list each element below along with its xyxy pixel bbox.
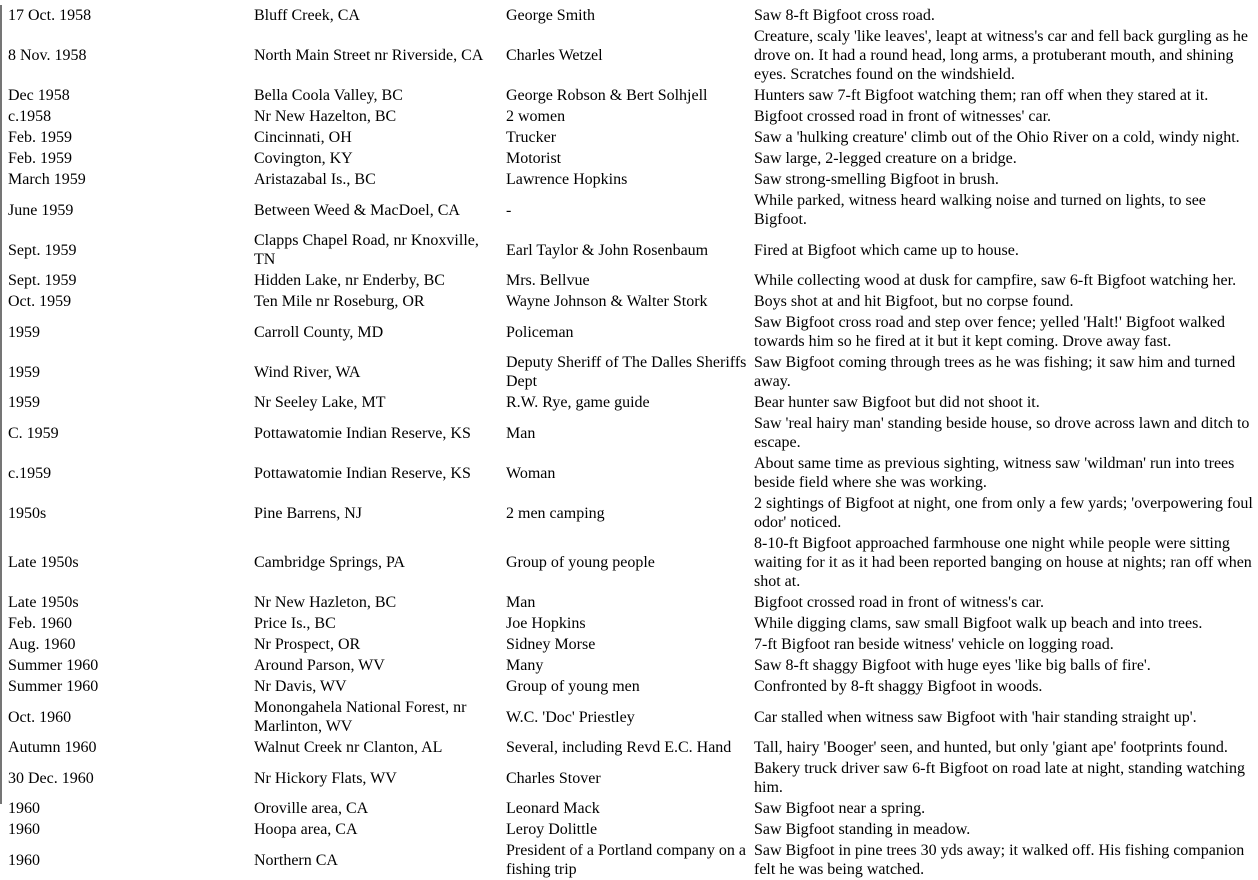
cell-description: Bear hunter saw Bigfoot but did not shoot it. (754, 394, 1040, 411)
table-row (2, 5, 1258, 26)
table-row (2, 413, 1258, 453)
cell-witness: Many (506, 657, 544, 674)
cell-witness: 2 men camping (506, 504, 605, 522)
cell-description: Hunters saw 7-ft Bigfoot watching them; ran off when they stared at it. (754, 87, 1209, 104)
table-row (2, 26, 1258, 85)
cell-date: Aug. 1960 (8, 636, 76, 653)
cell-location: Oroville area, CA (254, 800, 369, 817)
cell-witness: W.C. 'Doc' Priestley (506, 708, 635, 726)
cell-date: Late 1950s (8, 594, 79, 611)
cell-description: Saw Bigfoot in pine trees 30 yds away; it walked off. His fishing companion felt he was being watched. (754, 842, 1245, 878)
cell-description: Confronted by 8-ft shaggy Bigfoot in woods. (754, 678, 1043, 695)
table-body (2, 5, 1258, 880)
cell-witness: Group of young men (506, 678, 640, 695)
cell-location: Price Is., BC (254, 615, 336, 632)
cell-witness: Wayne Johnson & Walter Stork (506, 293, 708, 310)
cell-description: 2 sightings of Bigfoot at night, one from only a few yards; 'overpowering foul odor' noticed. (754, 495, 1253, 531)
cell-description: About same time as previous sighting, witness saw 'wildman' run into trees beside field where she was working. (754, 455, 1235, 491)
cell-date: 30 Dec. 1960 (8, 769, 94, 787)
cell-location: Cincinnati, OH (254, 129, 352, 146)
cell-description: Bigfoot crossed road in front of witness's car. (754, 594, 1044, 611)
table-row (2, 127, 1258, 148)
table-row (2, 655, 1258, 676)
cell-witness: Trucker (506, 129, 557, 146)
cell-description: Tall, hairy 'Booger' seen, and hunted, but only 'giant ape' footprints found. (754, 739, 1228, 756)
bigfoot-sightings-table (2, 5, 1258, 880)
cell-description: Saw Bigfoot standing in meadow. (754, 821, 971, 838)
sightings-page (0, 5, 1258, 878)
cell-location: Nr Prospect, OR (254, 636, 361, 653)
cell-witness: Man (506, 424, 536, 442)
cell-witness: Charles Stover (506, 769, 601, 787)
table-row (2, 148, 1258, 169)
cell-date: 1950s (8, 504, 47, 522)
cell-description: While digging clams, saw small Bigfoot walk up beach and into trees. (754, 615, 1203, 632)
cell-date: Feb. 1959 (8, 129, 72, 146)
cell-location: Monongahela National Forest, nr Marlinton, WV (254, 699, 467, 735)
cell-date: 1959 (8, 363, 40, 381)
cell-witness: - (506, 201, 512, 219)
table-row (2, 270, 1258, 291)
cell-date: Feb. 1959 (8, 150, 72, 167)
cell-witness: R.W. Rye, game guide (506, 394, 650, 411)
cell-date: Summer 1960 (8, 678, 99, 695)
cell-description: Saw 'real hairy man' standing beside house, so drove across lawn and ditch to escape. (754, 415, 1250, 451)
cell-date: c.1959 (8, 464, 52, 482)
table-row (2, 453, 1258, 493)
cell-date: Oct. 1959 (8, 293, 72, 310)
cell-description: Bigfoot crossed road in front of witnesses' car. (754, 108, 1052, 125)
table-row (2, 230, 1258, 270)
cell-date: March 1959 (8, 171, 86, 188)
cell-witness: Man (506, 594, 536, 611)
table-row (2, 169, 1258, 190)
cell-date: C. 1959 (8, 424, 59, 442)
cell-location: Nr Seeley Lake, MT (254, 394, 386, 411)
table-row (2, 106, 1258, 127)
table-row (2, 737, 1258, 758)
cell-location: North Main Street nr Riverside, CA (254, 47, 484, 64)
cell-location: Pine Barrens, NJ (254, 504, 362, 522)
cell-description: Fired at Bigfoot which came up to house. (754, 241, 1019, 259)
cell-witness: Woman (506, 464, 556, 482)
cell-description: Car stalled when witness saw Bigfoot with 'hair standing straight up'. (754, 708, 1197, 726)
cell-witness: Leroy Dolittle (506, 821, 598, 838)
cell-witness: George Smith (506, 7, 596, 24)
cell-location: Pottawatomie Indian Reserve, KS (254, 464, 471, 482)
cell-location: Carroll County, MD (254, 323, 384, 341)
cell-description: Creature, scaly 'like leaves', leapt at witness's car and fell back gurgling as he drove on. It had a round head, long arms, a protuberant mouth, and shining eyes. Scratches found on the windshield. (754, 28, 1248, 83)
cell-witness: Leonard Mack (506, 800, 600, 817)
table-row (2, 634, 1258, 655)
cell-date: Sept. 1959 (8, 241, 77, 259)
cell-witness: Earl Taylor & John Rosenbaum (506, 241, 709, 259)
table-row (2, 697, 1258, 737)
cell-witness: Lawrence Hopkins (506, 171, 628, 188)
cell-date: 1960 (8, 821, 40, 838)
cell-location: Nr Hickory Flats, WV (254, 769, 397, 787)
cell-witness: Group of young people (506, 554, 655, 571)
cell-date: 8 Nov. 1958 (8, 47, 87, 64)
table-row (2, 533, 1258, 592)
table-row (2, 85, 1258, 106)
cell-date: 1959 (8, 323, 40, 341)
cell-date: Dec 1958 (8, 87, 70, 104)
cell-description: Bakery truck driver saw 6-ft Bigfoot on road late at night, standing watching him. (754, 760, 1245, 796)
table-row (2, 190, 1258, 230)
cell-location: Bluff Creek, CA (254, 7, 360, 24)
cell-location: Aristazabal Is., BC (254, 171, 376, 188)
cell-description: Saw Bigfoot coming through trees as he was fishing; it saw him and turned away. (754, 354, 1236, 390)
cell-description: While parked, witness heard walking noise and turned on lights, to see Bigfoot. (754, 192, 1206, 228)
cell-description: Saw Bigfoot cross road and step over fence; yelled 'Halt!' Bigfoot walked towards him so he fired at it but it kept coming. Drove away fast. (754, 314, 1225, 350)
cell-location: Nr Davis, WV (254, 678, 347, 695)
cell-description: Saw Bigfoot near a spring. (754, 800, 926, 817)
cell-witness: Mrs. Bellvue (506, 272, 590, 289)
cell-witness: George Robson & Bert Solhjell (506, 87, 708, 104)
table-row (2, 840, 1258, 880)
cell-description: Saw 8-ft Bigfoot cross road. (754, 7, 935, 24)
cell-witness: 2 women (506, 108, 566, 125)
cell-date: 1960 (8, 851, 40, 869)
table-row (2, 493, 1258, 533)
table-row (2, 291, 1258, 312)
left-border-line (0, 5, 2, 804)
cell-description: Boys shot at and hit Bigfoot, but no corpse found. (754, 293, 1074, 310)
cell-description: Saw 8-ft shaggy Bigfoot with huge eyes 'like big balls of fire'. (754, 657, 1151, 674)
table-row (2, 676, 1258, 697)
cell-location: Covington, KY (254, 150, 353, 167)
cell-witness: President of a Portland company on a fishing trip (506, 842, 746, 878)
cell-location: Nr New Hazleton, BC (254, 594, 397, 611)
cell-date: 1960 (8, 800, 40, 817)
cell-description: Saw large, 2-legged creature on a bridge. (754, 150, 1017, 167)
table-row (2, 613, 1258, 634)
cell-date: 1959 (8, 394, 40, 411)
cell-location: Bella Coola Valley, BC (254, 87, 403, 104)
cell-description: Saw a 'hulking creature' climb out of the Ohio River on a cold, windy night. (754, 129, 1240, 146)
table-row (2, 392, 1258, 413)
cell-witness: Deputy Sheriff of The Dalles Sheriffs Dept (506, 354, 747, 390)
cell-description: Saw strong-smelling Bigfoot in brush. (754, 171, 999, 188)
cell-witness: Several, including Revd E.C. Hand (506, 739, 732, 756)
table-row (2, 758, 1258, 798)
cell-description: While collecting wood at dusk for campfire, saw 6-ft Bigfoot watching her. (754, 272, 1237, 289)
table-row (2, 798, 1258, 819)
table-row (2, 819, 1258, 840)
cell-description: 8-10-ft Bigfoot approached farmhouse one night while people were sitting waiting for it as it had been reported banging on house at nights; ran off when shot at. (754, 535, 1252, 590)
table-row (2, 592, 1258, 613)
cell-location: Clapps Chapel Road, nr Knoxville, TN (254, 232, 479, 268)
cell-witness: Joe Hopkins (506, 615, 586, 632)
cell-date: Feb. 1960 (8, 615, 72, 632)
cell-description: 7-ft Bigfoot ran beside witness' vehicle on logging road. (754, 636, 1114, 653)
cell-location: Nr New Hazelton, BC (254, 108, 397, 125)
cell-witness: Sidney Morse (506, 636, 596, 653)
cell-location: Ten Mile nr Roseburg, OR (254, 293, 425, 310)
cell-location: Between Weed & MacDoel, CA (254, 201, 460, 219)
cell-location: Around Parson, WV (254, 657, 385, 674)
cell-date: Autumn 1960 (8, 739, 97, 756)
cell-date: c.1958 (8, 108, 52, 125)
cell-date: Sept. 1959 (8, 272, 77, 289)
cell-location: Wind River, WA (254, 363, 361, 381)
cell-witness: Policeman (506, 323, 574, 341)
cell-date: June 1959 (8, 201, 74, 219)
cell-location: Cambridge Springs, PA (254, 554, 405, 571)
cell-witness: Motorist (506, 150, 562, 167)
cell-date: Oct. 1960 (8, 708, 72, 726)
cell-location: Hidden Lake, nr Enderby, BC (254, 272, 445, 289)
cell-date: Summer 1960 (8, 657, 99, 674)
cell-location: Hoopa area, CA (254, 821, 358, 838)
cell-date: Late 1950s (8, 554, 79, 571)
cell-date: 17 Oct. 1958 (8, 7, 92, 24)
table-row (2, 312, 1258, 352)
table-row (2, 352, 1258, 392)
cell-location: Pottawatomie Indian Reserve, KS (254, 424, 471, 442)
cell-location: Walnut Creek nr Clanton, AL (254, 739, 443, 756)
cell-witness: Charles Wetzel (506, 47, 603, 64)
cell-location: Northern CA (254, 851, 338, 869)
